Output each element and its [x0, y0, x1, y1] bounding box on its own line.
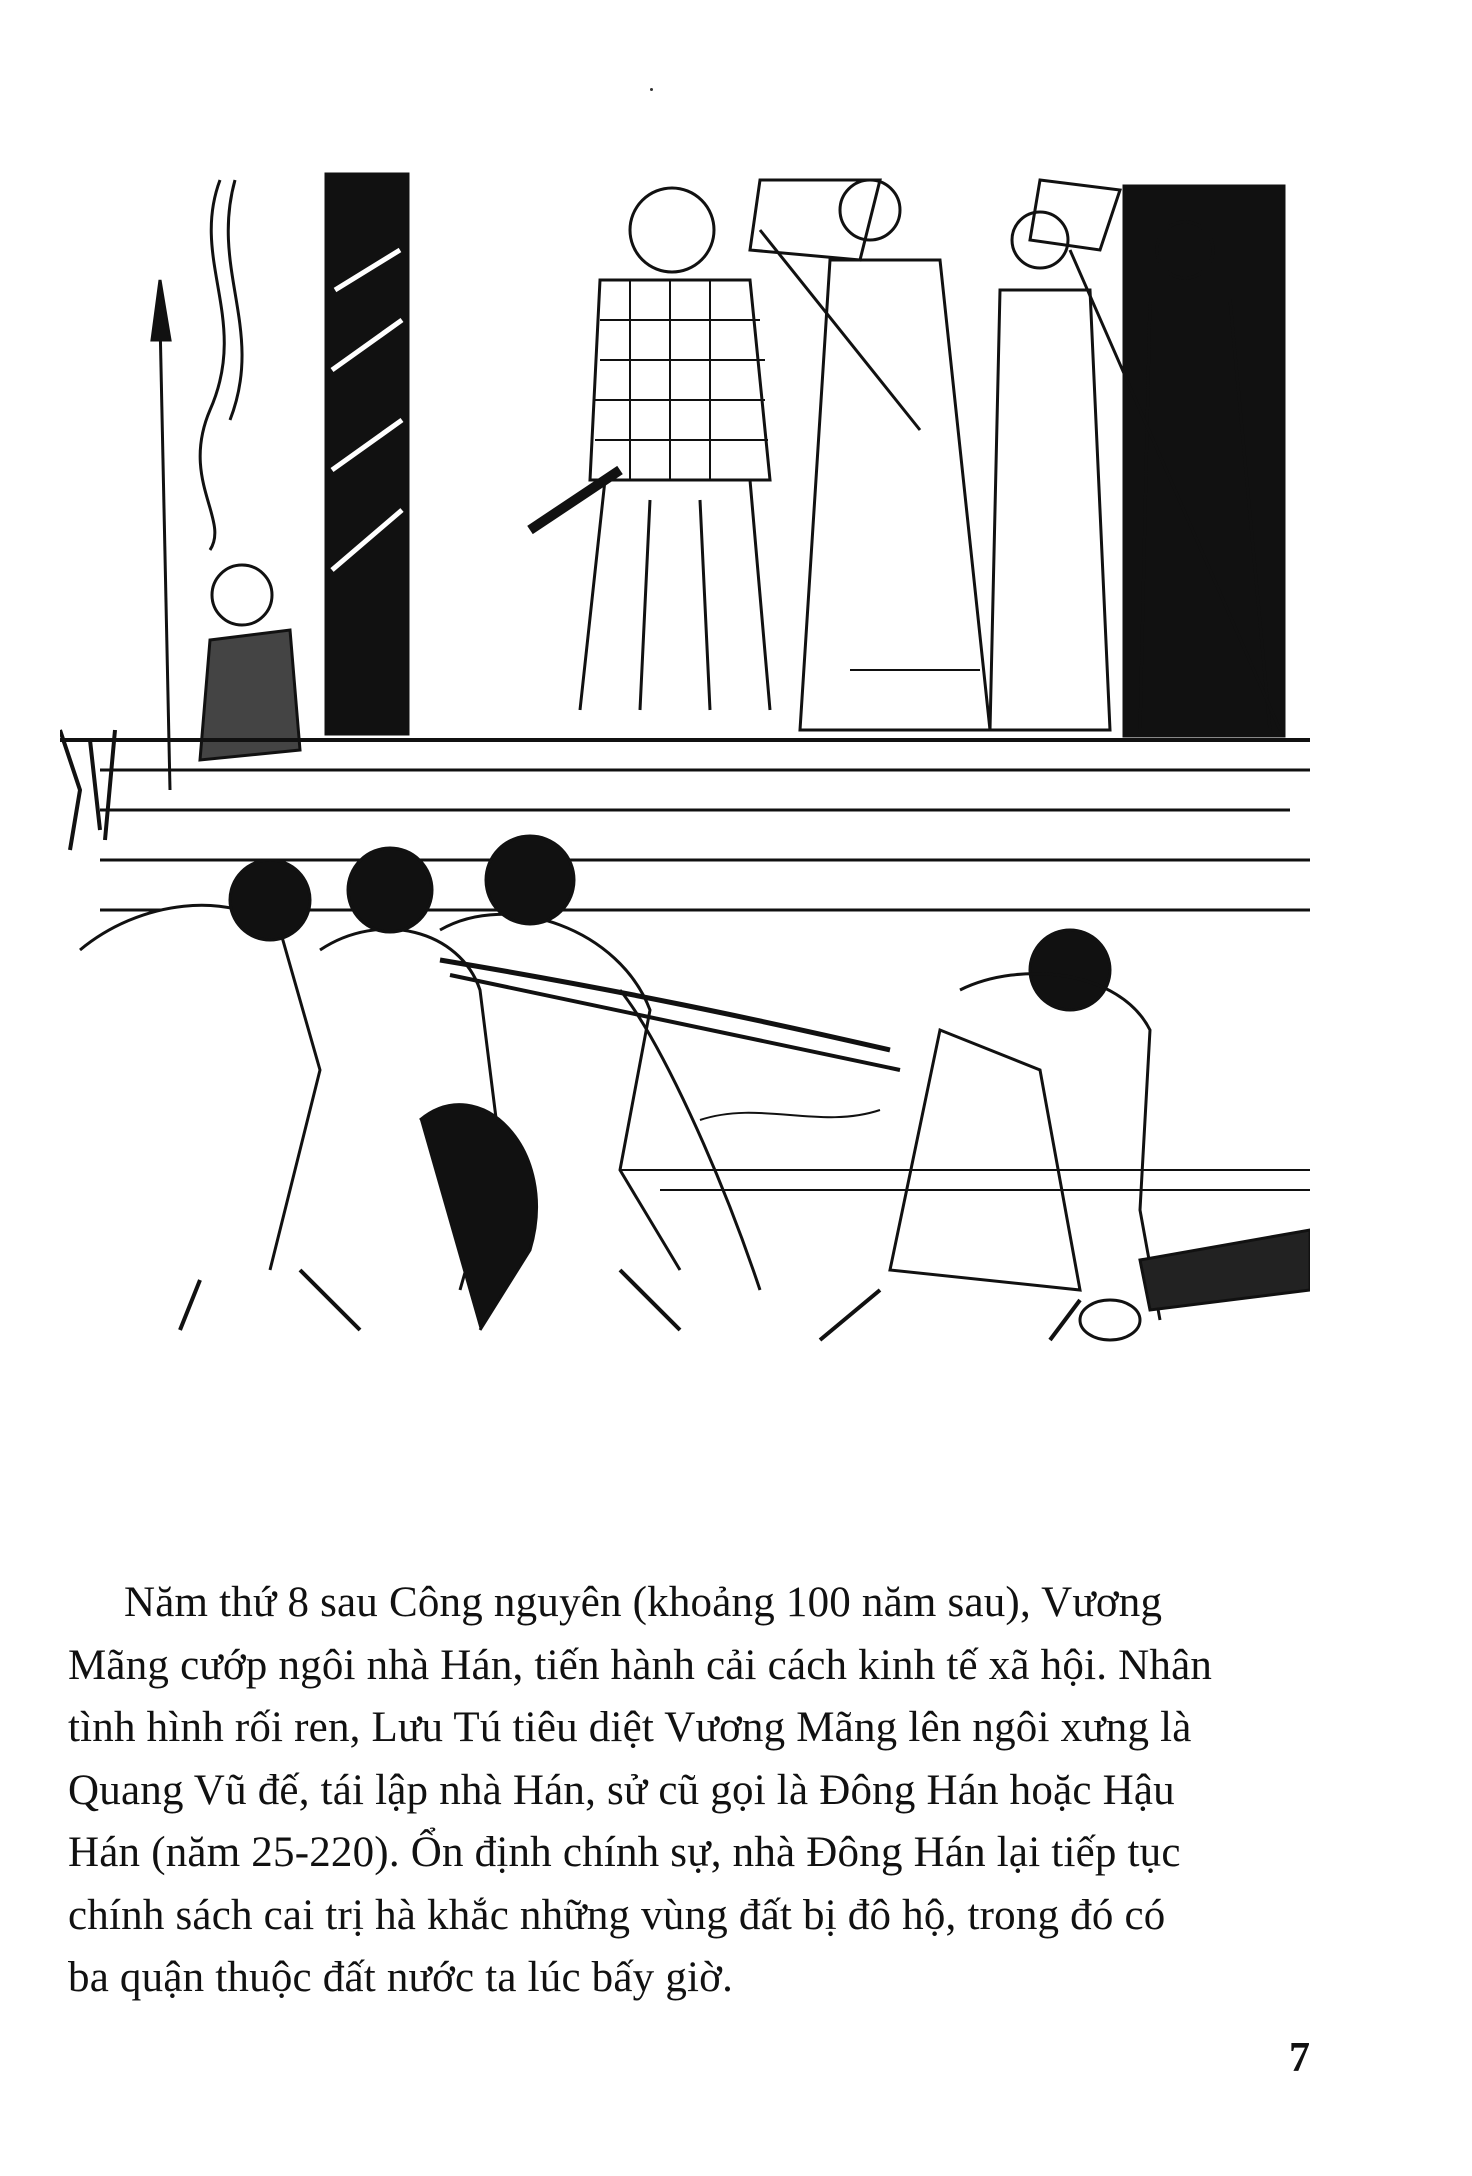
- story-line: ba quận thuộc đất nước ta lúc bấy giờ.: [68, 1954, 734, 2001]
- story-line: tình hình rối ren, Lưu Tú tiêu diệt Vương Mãng lên ngôi xưng là: [68, 1704, 1192, 1751]
- print-speck: [650, 88, 653, 91]
- attendant-robe: [990, 290, 1110, 730]
- log: [1140, 1230, 1310, 1310]
- sword: [530, 470, 620, 530]
- laborer-4: [1030, 930, 1110, 1010]
- story-paragraph: [68, 1572, 1308, 2010]
- story-line: Mãng cướp ngôi nhà Hán, tiến hành cải cách kinh tế xã hội. Nhân: [68, 1641, 1213, 1689]
- historical-illustration: [60, 170, 1310, 1350]
- left-pillar: [326, 174, 408, 734]
- official-head: [840, 180, 900, 240]
- laborer-shadow: [420, 1105, 537, 1330]
- plants: [60, 730, 115, 850]
- laborer-skirt: [890, 1030, 1080, 1290]
- guard-head: [212, 565, 272, 625]
- curtain: [200, 180, 224, 550]
- story-line: Hán (năm 25-220). Ổn định chính sự, nhà Đông Hán lại tiếp tục: [68, 1829, 1181, 1876]
- general-head: [630, 188, 714, 272]
- story-line: [68, 1572, 1308, 1635]
- laborer-2: [348, 848, 432, 932]
- laborer-1: [80, 905, 320, 1270]
- laborer-3: [486, 836, 574, 924]
- story-line: Quang Vũ đế, tái lập nhà Hán, sử cũ gọi là Đông Hán hoặc Hậu: [68, 1766, 1175, 1814]
- illustration-icon: [60, 170, 1310, 1350]
- official-robe: [800, 260, 990, 730]
- rope: [440, 960, 890, 1050]
- spear: [160, 320, 170, 790]
- banner: [750, 180, 880, 260]
- general-armor: [590, 280, 770, 480]
- story-line: chính sách cai trị hà khắc những vùng đất bị đô hộ, trong đó có: [68, 1891, 1166, 1939]
- page-number: 7: [1289, 2035, 1310, 2081]
- story-line-text: Năm thứ 8 sau Công nguyên (khoảng 100 năm sau), Vương: [124, 1579, 1163, 1626]
